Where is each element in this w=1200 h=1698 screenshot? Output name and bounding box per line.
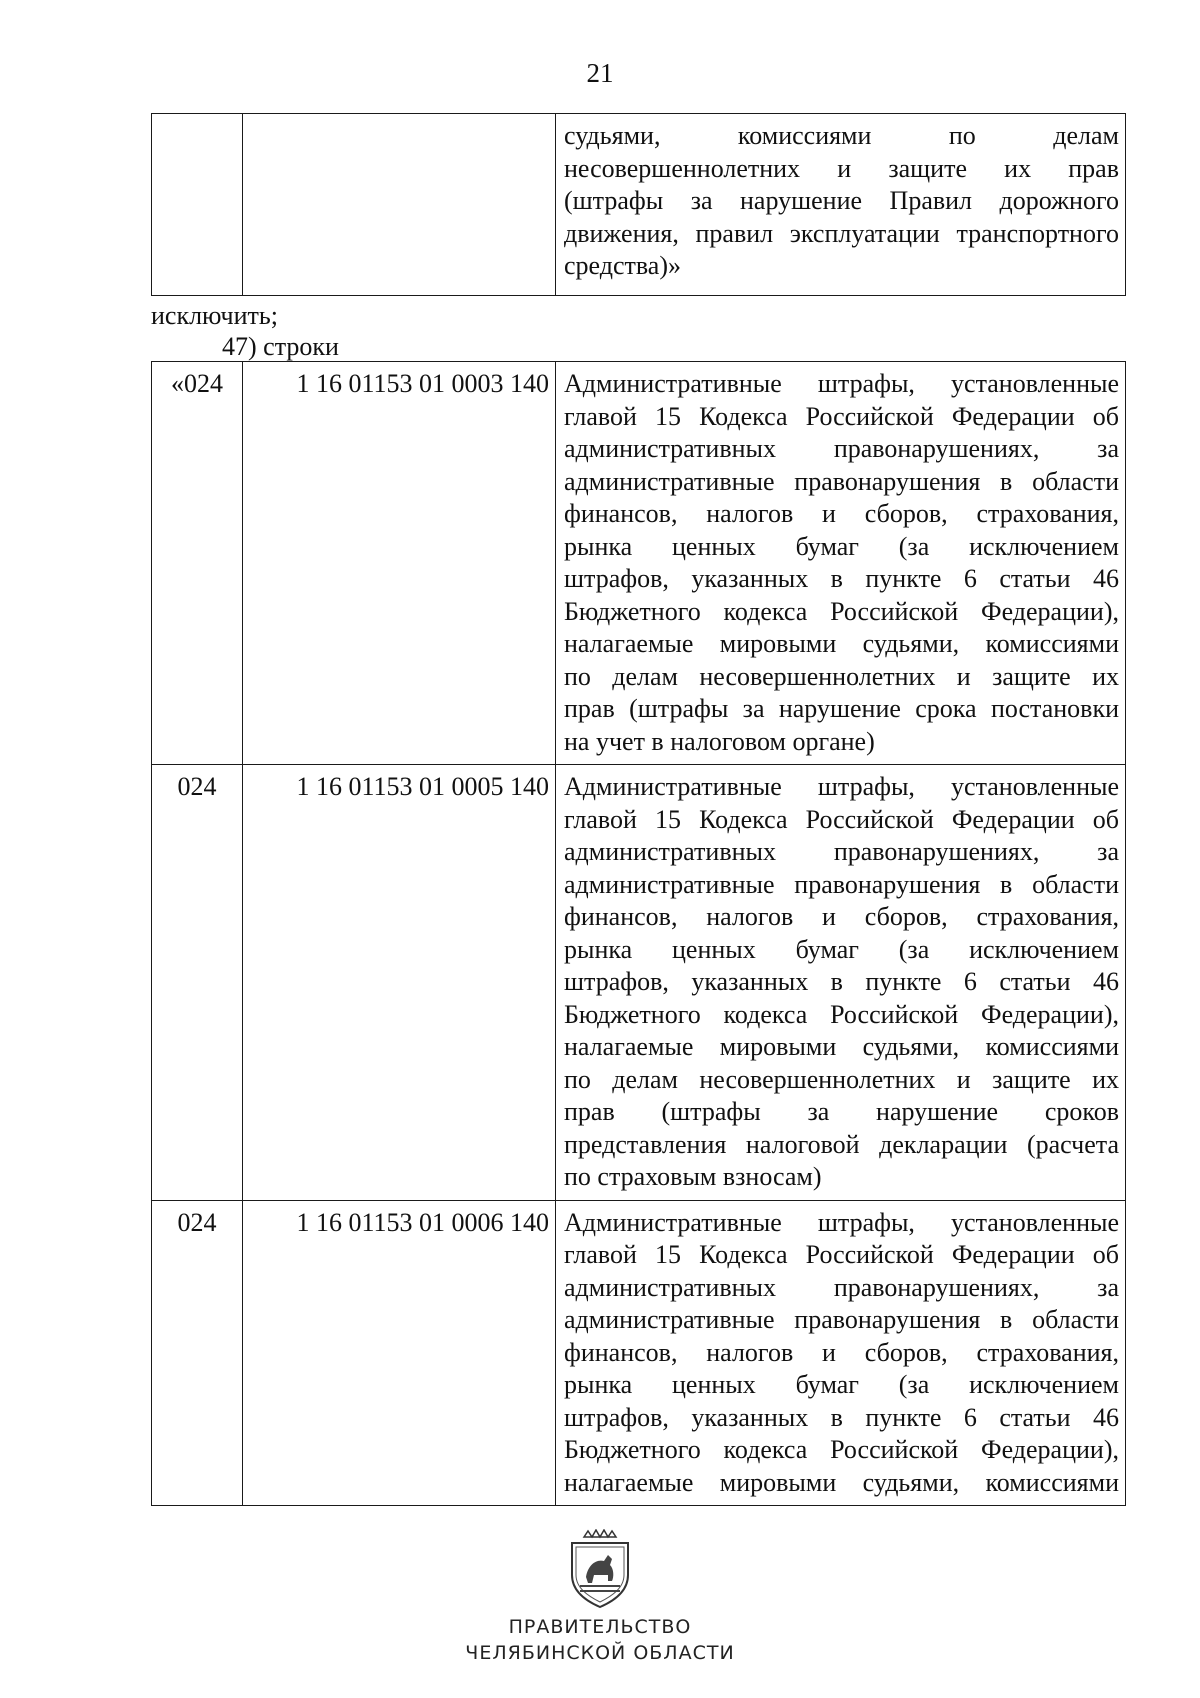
code-cell: 1 16 01153 01 0006 140 [243, 1200, 556, 1506]
description-line: рынка ценных бумаг (за исключением [564, 531, 1119, 561]
footer-org-line-2: ЧЕЛЯБИНСКОЙ ОБЛАСТИ [465, 1642, 735, 1664]
description-line: Бюджетного кодекса Российской Федерации), [564, 999, 1119, 1029]
description-cell [556, 765, 1126, 1201]
code-cell [243, 114, 556, 296]
rows-item-label: 47) строки [222, 332, 339, 361]
description-line: судьями, комиссиями по делам [564, 121, 1119, 150]
footer-org-line-1: ПРАВИТЕЛЬСТВО [508, 1616, 692, 1638]
code-group-cell: 024 [152, 1200, 243, 1506]
description-line: финансов, налогов и сборов, страхования, [564, 1337, 1119, 1367]
description-line: штрафов, указанных в пункте 6 статьи 46 [564, 967, 1119, 996]
description-line: административных правонарушениях, за [564, 1272, 1119, 1302]
description-line: Административные штрафы, установленные [564, 1207, 1119, 1237]
table-row [152, 114, 1126, 296]
description-cell [556, 114, 1126, 296]
description-cell [556, 362, 1126, 765]
rows-table [151, 361, 1126, 1506]
description-line: движения, правил эксплуатации транспортного [564, 218, 1119, 248]
description-cell [556, 1200, 1126, 1506]
description-line: (штрафы за нарушение Правил дорожного [564, 186, 1119, 215]
description-line: по страховым взносам) [564, 1162, 822, 1191]
description-line: рынка ценных бумаг (за исключением [564, 934, 1119, 964]
description-line: финансов, налогов и сборов, страхования, [564, 499, 1119, 528]
description-line: главой 15 Кодекса Российской Федерации об [564, 1240, 1119, 1269]
table-row [152, 1200, 1126, 1506]
description-line: административных правонарушениях, за [564, 434, 1119, 463]
description-line: на учет в налоговом органе) [564, 726, 875, 756]
description-line: штрафов, указанных в пункте 6 статьи 46 [564, 564, 1119, 593]
description-line: штрафов, указанных в пункте 6 статьи 46 [564, 1402, 1119, 1432]
code-cell: 1 16 01153 01 0005 140 [243, 765, 556, 1201]
continuation-table [151, 113, 1126, 296]
description-line: рынка ценных бумаг (за исключением [564, 1370, 1119, 1399]
code-group-cell: «024 [152, 362, 243, 765]
description-line: Административные штрафы, установленные [564, 772, 1119, 801]
description-line: прав (штрафы за нарушение сроков [564, 1097, 1119, 1126]
table-row [152, 765, 1126, 1201]
description-line: Бюджетного кодекса Российской Федерации), [564, 1435, 1119, 1464]
description-line: финансов, налогов и сборов, страхования, [564, 902, 1119, 931]
description-line: несовершеннолетних и защите их прав [564, 153, 1119, 183]
description-line: представления налоговой декларации (расчета [564, 1129, 1119, 1159]
chelyabinsk-coat-of-arms-icon [566, 1529, 634, 1609]
description-line: административные правонарушения в области [564, 869, 1119, 899]
description-line: Административные штрафы, установленные [564, 369, 1119, 398]
description-line: Бюджетного кодекса Российской Федерации), [564, 596, 1119, 626]
code-group-cell: 024 [152, 765, 243, 1201]
description-line: административные правонарушения в области [564, 1305, 1119, 1334]
description-line: налагаемые мировыми судьями, комиссиями [564, 629, 1119, 658]
description-line: главой 15 Кодекса Российской Федерации об [564, 401, 1119, 431]
exclude-instruction: исключить; [151, 301, 278, 330]
description-line: по делам несовершеннолетних и защите их [564, 1064, 1119, 1094]
table-row [152, 362, 1126, 765]
description-line: прав (штрафы за нарушение срока постановки [564, 694, 1119, 723]
code-cell: 1 16 01153 01 0003 140 [243, 362, 556, 765]
description-line: налагаемые мировыми судьями, комиссиями [564, 1467, 1119, 1497]
description-line: административных правонарушениях, за [564, 837, 1119, 866]
description-line: налагаемые мировыми судьями, комиссиями [564, 1032, 1119, 1061]
code-group-cell [152, 114, 243, 296]
description-line: по делам несовершеннолетних и защите их [564, 661, 1119, 691]
description-line: главой 15 Кодекса Российской Федерации об [564, 804, 1119, 834]
description-line: средства)» [564, 251, 681, 280]
page-number: 21 [586, 58, 614, 88]
description-line: административные правонарушения в области [564, 466, 1119, 496]
